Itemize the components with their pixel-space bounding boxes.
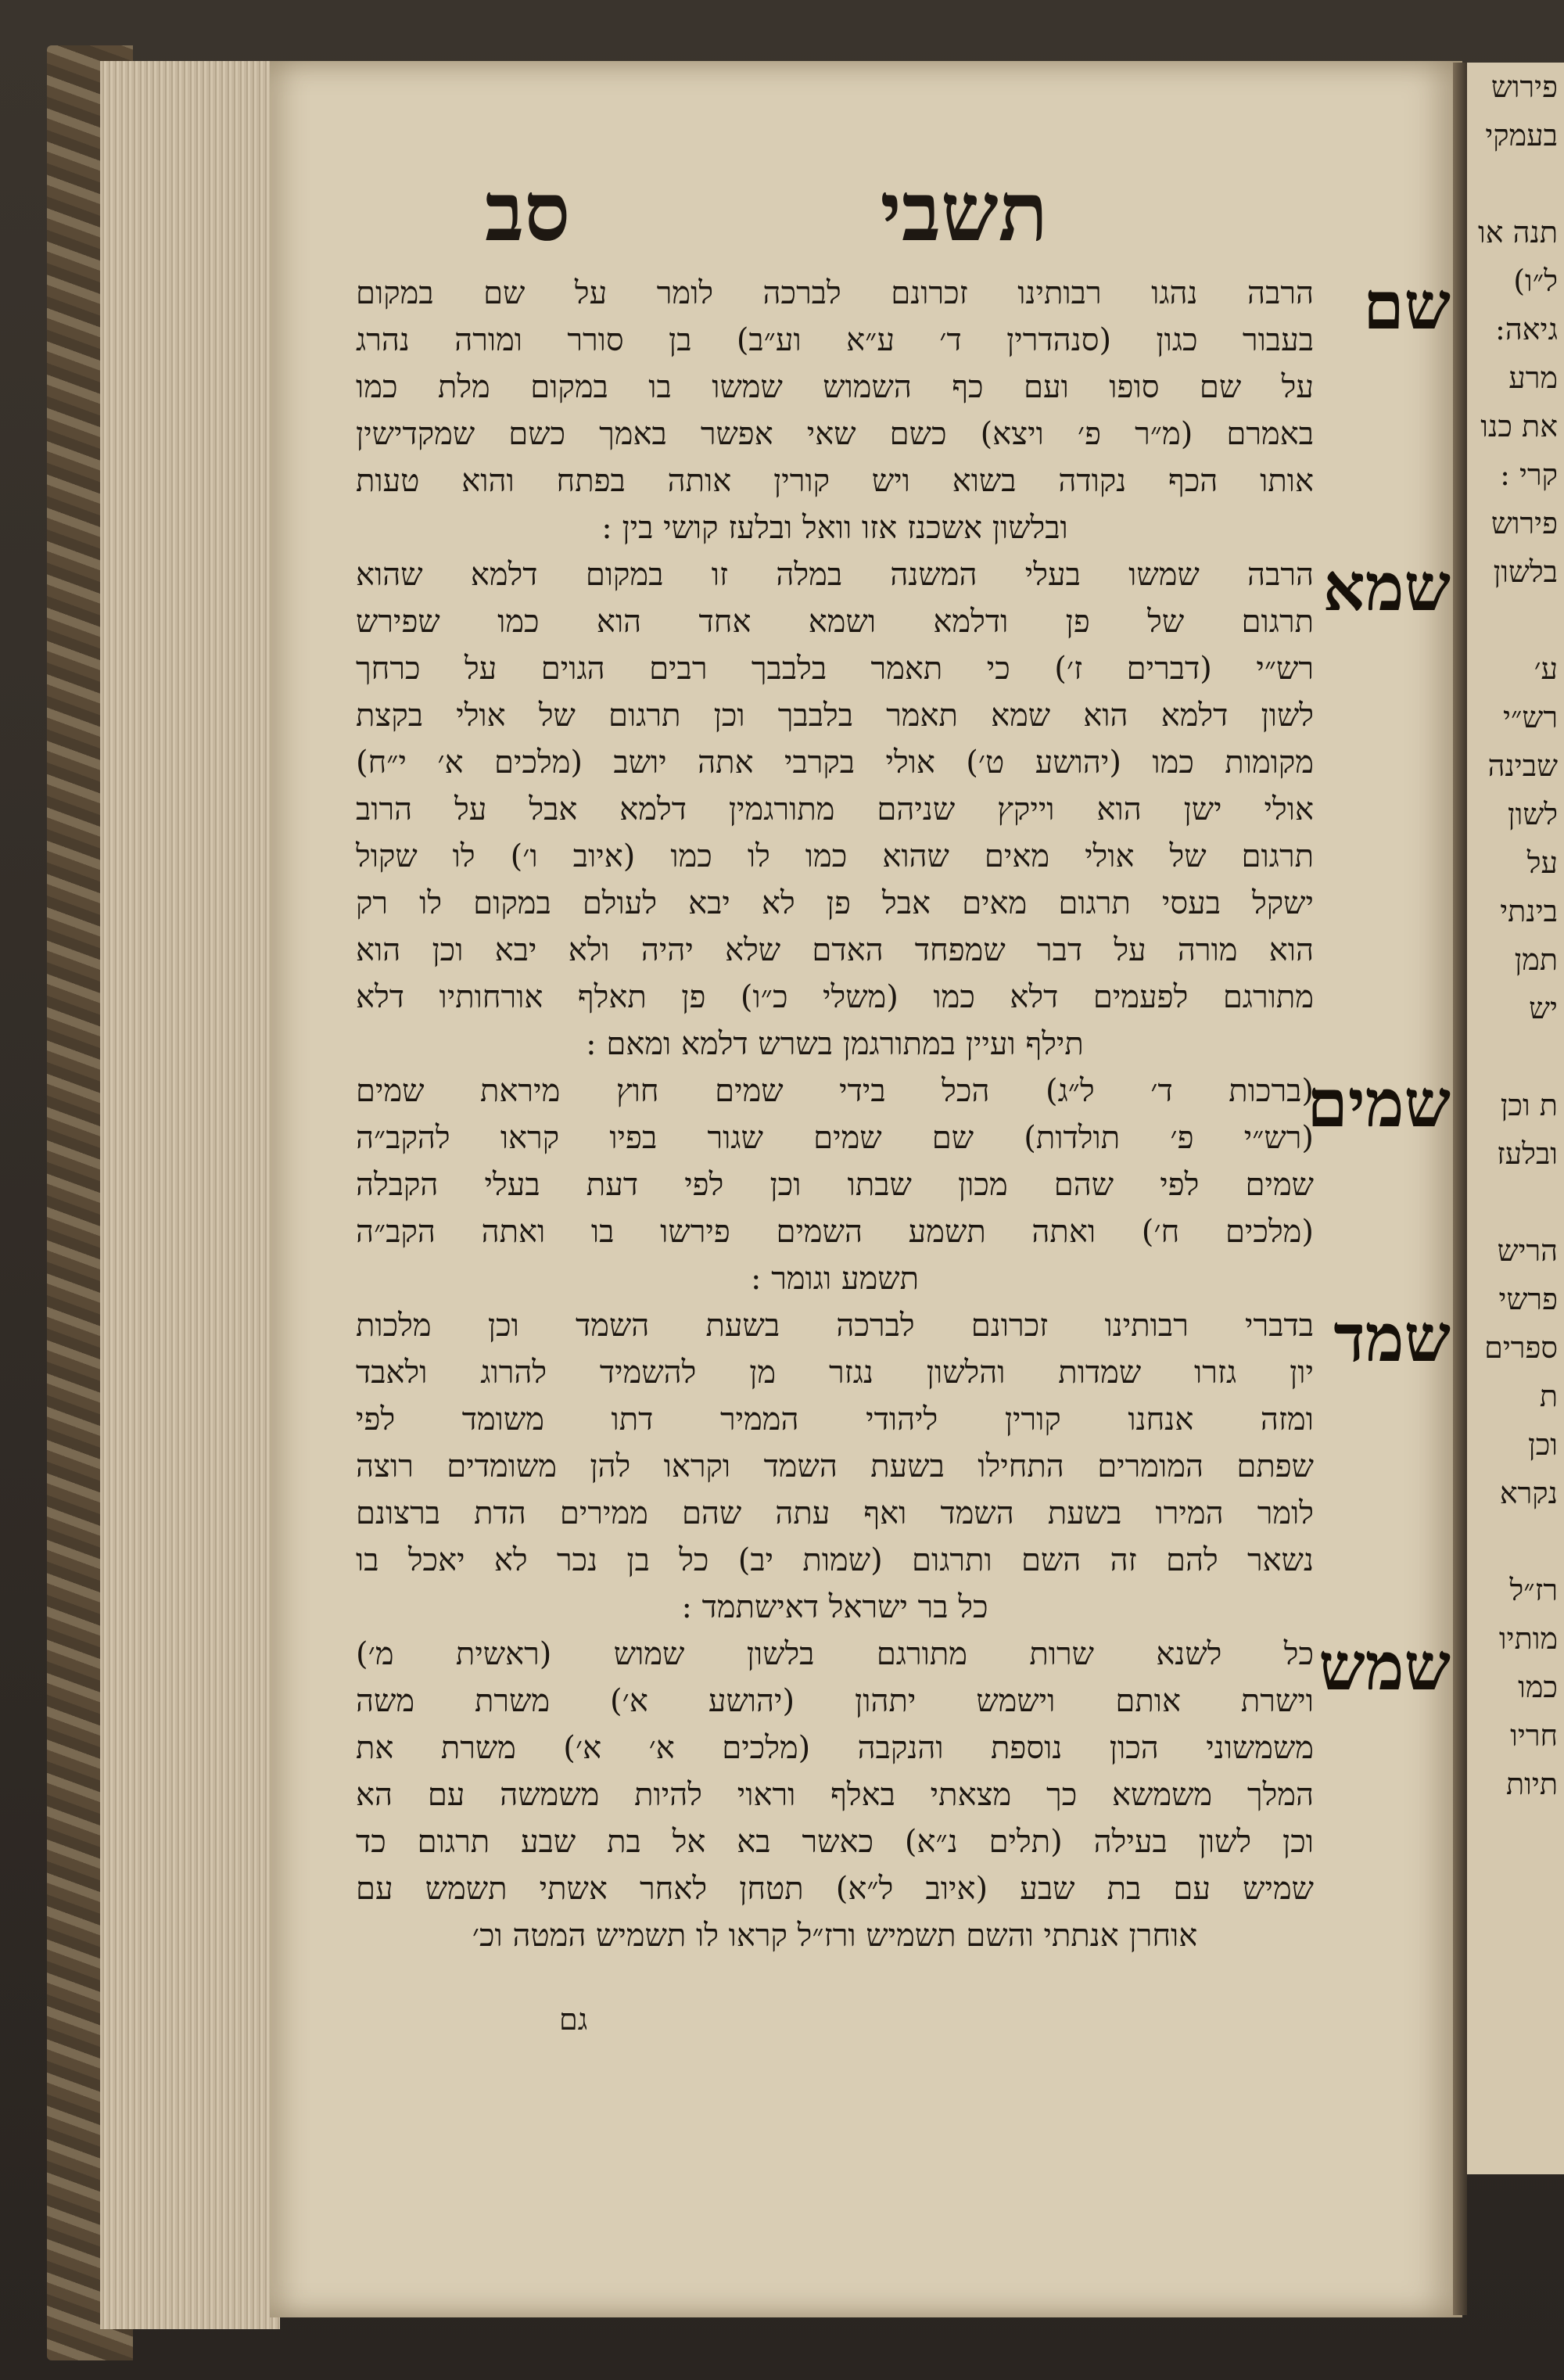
entry-headword: שמים	[1307, 1064, 1451, 1142]
right-page-line: ע׳	[1534, 652, 1558, 686]
entry-body	[356, 1631, 1314, 1959]
right-page-line: קרי :	[1500, 458, 1558, 492]
right-page-line: על	[1526, 845, 1558, 880]
entry-text-line: בעבור כגון (סנהדרין ד׳ ע״א וע״ב) בן סורר ומורה נהרג	[356, 322, 1314, 358]
entry-headword: שם	[1363, 267, 1451, 344]
right-page-line: ת וכן	[1500, 1088, 1558, 1122]
right-page-line: וכן	[1528, 1427, 1558, 1462]
right-page-line: בעמקי	[1485, 118, 1558, 153]
entry-text-line: ובלשון אשכנז אזו וואל ובלעז קושי בין :	[601, 510, 1068, 546]
right-page-line: נקרא	[1499, 1476, 1558, 1510]
right-page-line: בינתי	[1500, 894, 1558, 928]
right-page-line: כמו	[1518, 1670, 1558, 1704]
entry-text-line: מקומות כמו (יהושע ט׳) אולי בקרבי אתה יושב (מלכים א׳ י״ח)	[356, 745, 1314, 781]
right-page-line: את כנו	[1480, 409, 1558, 443]
entry-headword: שמד	[1333, 1299, 1451, 1377]
right-page-line: גיאה:	[1495, 312, 1558, 346]
right-page-line: מותיו	[1498, 1621, 1558, 1656]
dictionary-entry	[356, 1628, 1451, 1959]
right-page-line: יש	[1529, 991, 1558, 1025]
entry-text-line: ישקל בעסי תרגום מאים אבל פן לא יבא לעולם במקום לו רק	[356, 885, 1314, 921]
dictionary-entry	[356, 548, 1451, 1068]
entry-text-line: תרגום של אולי מאים שהוא כמו לו כמו (איוב ו׳) לו שקול	[356, 838, 1314, 874]
entry-text-line: (רש״י פ׳ תולדות) שם שמים שגור בפיו קראו להקב״ה	[356, 1120, 1314, 1156]
right-page-line: ת	[1539, 1379, 1558, 1413]
entry-headword: שמא	[1322, 548, 1451, 626]
right-page-line: בלשון	[1493, 555, 1558, 589]
right-page-fragment	[1467, 63, 1564, 2174]
entry-text-line: רש״י (דברים ז׳) כי תאמר בלבבך רבים הגוים על כרחך	[356, 651, 1314, 687]
entry-text-line: וישרת אותם וישמש יתהון (יהושע א׳) משרת משה	[356, 1683, 1314, 1719]
running-head	[485, 156, 1048, 266]
right-page-line: ובלעז	[1497, 1136, 1558, 1171]
book-gutter	[1453, 63, 1467, 2315]
entry-text-line: שפתם המומרים התחילו בשעת השמד וקראו להן משומדים רוצה	[356, 1448, 1314, 1484]
right-page-line: רז״ל	[1509, 1573, 1558, 1607]
dictionary-text	[356, 267, 1451, 1959]
entry-text-line: אותו הכף נקודה בשוא ויש קורין אותה בפתח והוא טעות	[356, 463, 1314, 499]
entry-text-line: באמרם (מ״ר פ׳ ויצא) כשם שאי אפשר באמך כשם שמקדישין	[356, 416, 1314, 452]
right-page-line: רש״י	[1503, 700, 1558, 734]
right-page-line: ספרים	[1484, 1330, 1558, 1365]
entry-text-line: המלך משמשא כך מצאתי באלף וראוי להיות משמשה עם הא	[356, 1777, 1314, 1813]
entry-text-line: כל לשנא שרות מתורגם בלשון שמוש (ראשית מ׳)	[356, 1636, 1314, 1672]
folio-number: סב	[485, 163, 571, 260]
right-page-line: תנה או	[1478, 215, 1558, 249]
right-page-line	[1467, 1178, 1564, 1226]
page-edges	[100, 61, 280, 2329]
right-page-line: לשון	[1507, 797, 1558, 831]
entry-text-line: וכן לשון בעילה (תלים נ״א) כאשר בא אל בת שבע תרגום כד	[356, 1824, 1314, 1860]
entry-text-line: נשאר להם זה השם ותרגום (שמות יב) כל בן נכר לא יאכל בו	[356, 1542, 1314, 1578]
entry-text-line: הרבה שמשו בעלי המשנה במלה זו במקום דלמא שהוא	[356, 557, 1314, 593]
entry-body	[356, 1068, 1314, 1302]
entry-text-line: אולי ישן הוא וייקץ שניהם מתורגמין דלמא אבל על הרוב	[356, 792, 1314, 827]
entry-body	[356, 1302, 1314, 1631]
right-page-line	[1467, 596, 1564, 644]
dictionary-entry	[356, 1064, 1451, 1302]
right-page-line: פרשי	[1498, 1282, 1558, 1316]
dictionary-entry	[356, 1299, 1451, 1631]
entry-text-line: בדברי רבותינו זכרונם לברכה בשעת השמד וכן מלכות	[356, 1308, 1314, 1344]
right-page-line: תיות	[1505, 1767, 1558, 1801]
entry-text-line: לומר המירו בשעת השמד ואף עתה שהם ממירים הדת ברצונם	[356, 1495, 1314, 1531]
right-page-line: פירוש	[1490, 506, 1558, 540]
entry-text-line: על שם סופו ועם כף השמוש שמשו בו במקום מלת כמו	[356, 369, 1314, 405]
entry-text-line: (מלכים ח׳) ואתה תשמע השמים פירשו בו ואתה הקב״ה	[356, 1214, 1314, 1250]
right-page-line	[1467, 1517, 1564, 1566]
entry-text-line: הוא מורה על דבר שמפחד האדם שלא יהיה ולא יבא וכן הוא	[356, 932, 1314, 968]
right-page-line	[1467, 160, 1564, 208]
right-page-line: ל״ו)	[1513, 264, 1558, 298]
entry-text-line: אוחרן אנתתי והשם תשמיש ורז״ל קראו לו תשמיש המטה וכ׳	[472, 1918, 1198, 1954]
right-page-line: חריו	[1510, 1718, 1558, 1753]
right-page-line: הריש	[1497, 1233, 1558, 1268]
right-page-line: שבינה	[1487, 748, 1558, 783]
entry-text-line: כל בר ישראל דאישתמד :	[681, 1589, 988, 1625]
right-page-line: תמן	[1514, 942, 1558, 977]
entry-text-line: שמים לפי שהם מכון שבתו וכן לפי דעת בעלי הקבלה	[356, 1167, 1314, 1203]
entry-text-line: (ברכות ד׳ ל״ג) הכל בידי שמים חוץ מיראת שמים	[356, 1073, 1314, 1109]
running-title: תשבי	[880, 163, 1048, 260]
entry-headword: שמש	[1318, 1628, 1451, 1705]
entry-text-line: תשמע וגומר :	[751, 1261, 919, 1297]
entry-text-line: משמשוני הכון נוספת והנקבה (מלכים א׳ א׳) משרת את	[356, 1730, 1314, 1766]
entry-text-line: לשון דלמא הוא שמא תאמר בלבבך וכן תרגום של אולי בקצת	[356, 698, 1314, 734]
entry-text-line: שמיש עם בת שבע (איוב ל״א) תטחן לאחר אשתי תשמש עם	[356, 1871, 1314, 1907]
right-page-line: פירוש	[1490, 70, 1558, 104]
right-page-line	[1467, 1032, 1564, 1081]
dictionary-entry	[356, 267, 1451, 551]
entry-text-line: תרגום של פן ודלמא ושמא אחד הוא כמו שפירש	[356, 604, 1314, 640]
right-page-line: מרע	[1508, 361, 1558, 395]
entry-text-line: מתורגם לפעמים דלא כמו (משלי כ״ו) פן תאלף אורחותיו דלא	[356, 979, 1314, 1015]
entry-text-line: יון גזרו שמדות והלשון נגזר מן להשמיד להרוג ולאבד	[356, 1355, 1314, 1391]
signature-mark: גם	[559, 2002, 588, 2037]
entry-body	[356, 551, 1314, 1068]
entry-body	[356, 270, 1314, 551]
entry-text-line: תילף ועיין במתורגמן בשרש דלמא ומאם :	[586, 1026, 1084, 1062]
entry-text-line: ומזה אנחנו קורין ליהודי הממיר דתו משומד לפי	[356, 1402, 1314, 1438]
entry-text-line: הרבה נהגו רבותינו זכרונם לברכה לומר על שם במקום	[356, 275, 1314, 311]
